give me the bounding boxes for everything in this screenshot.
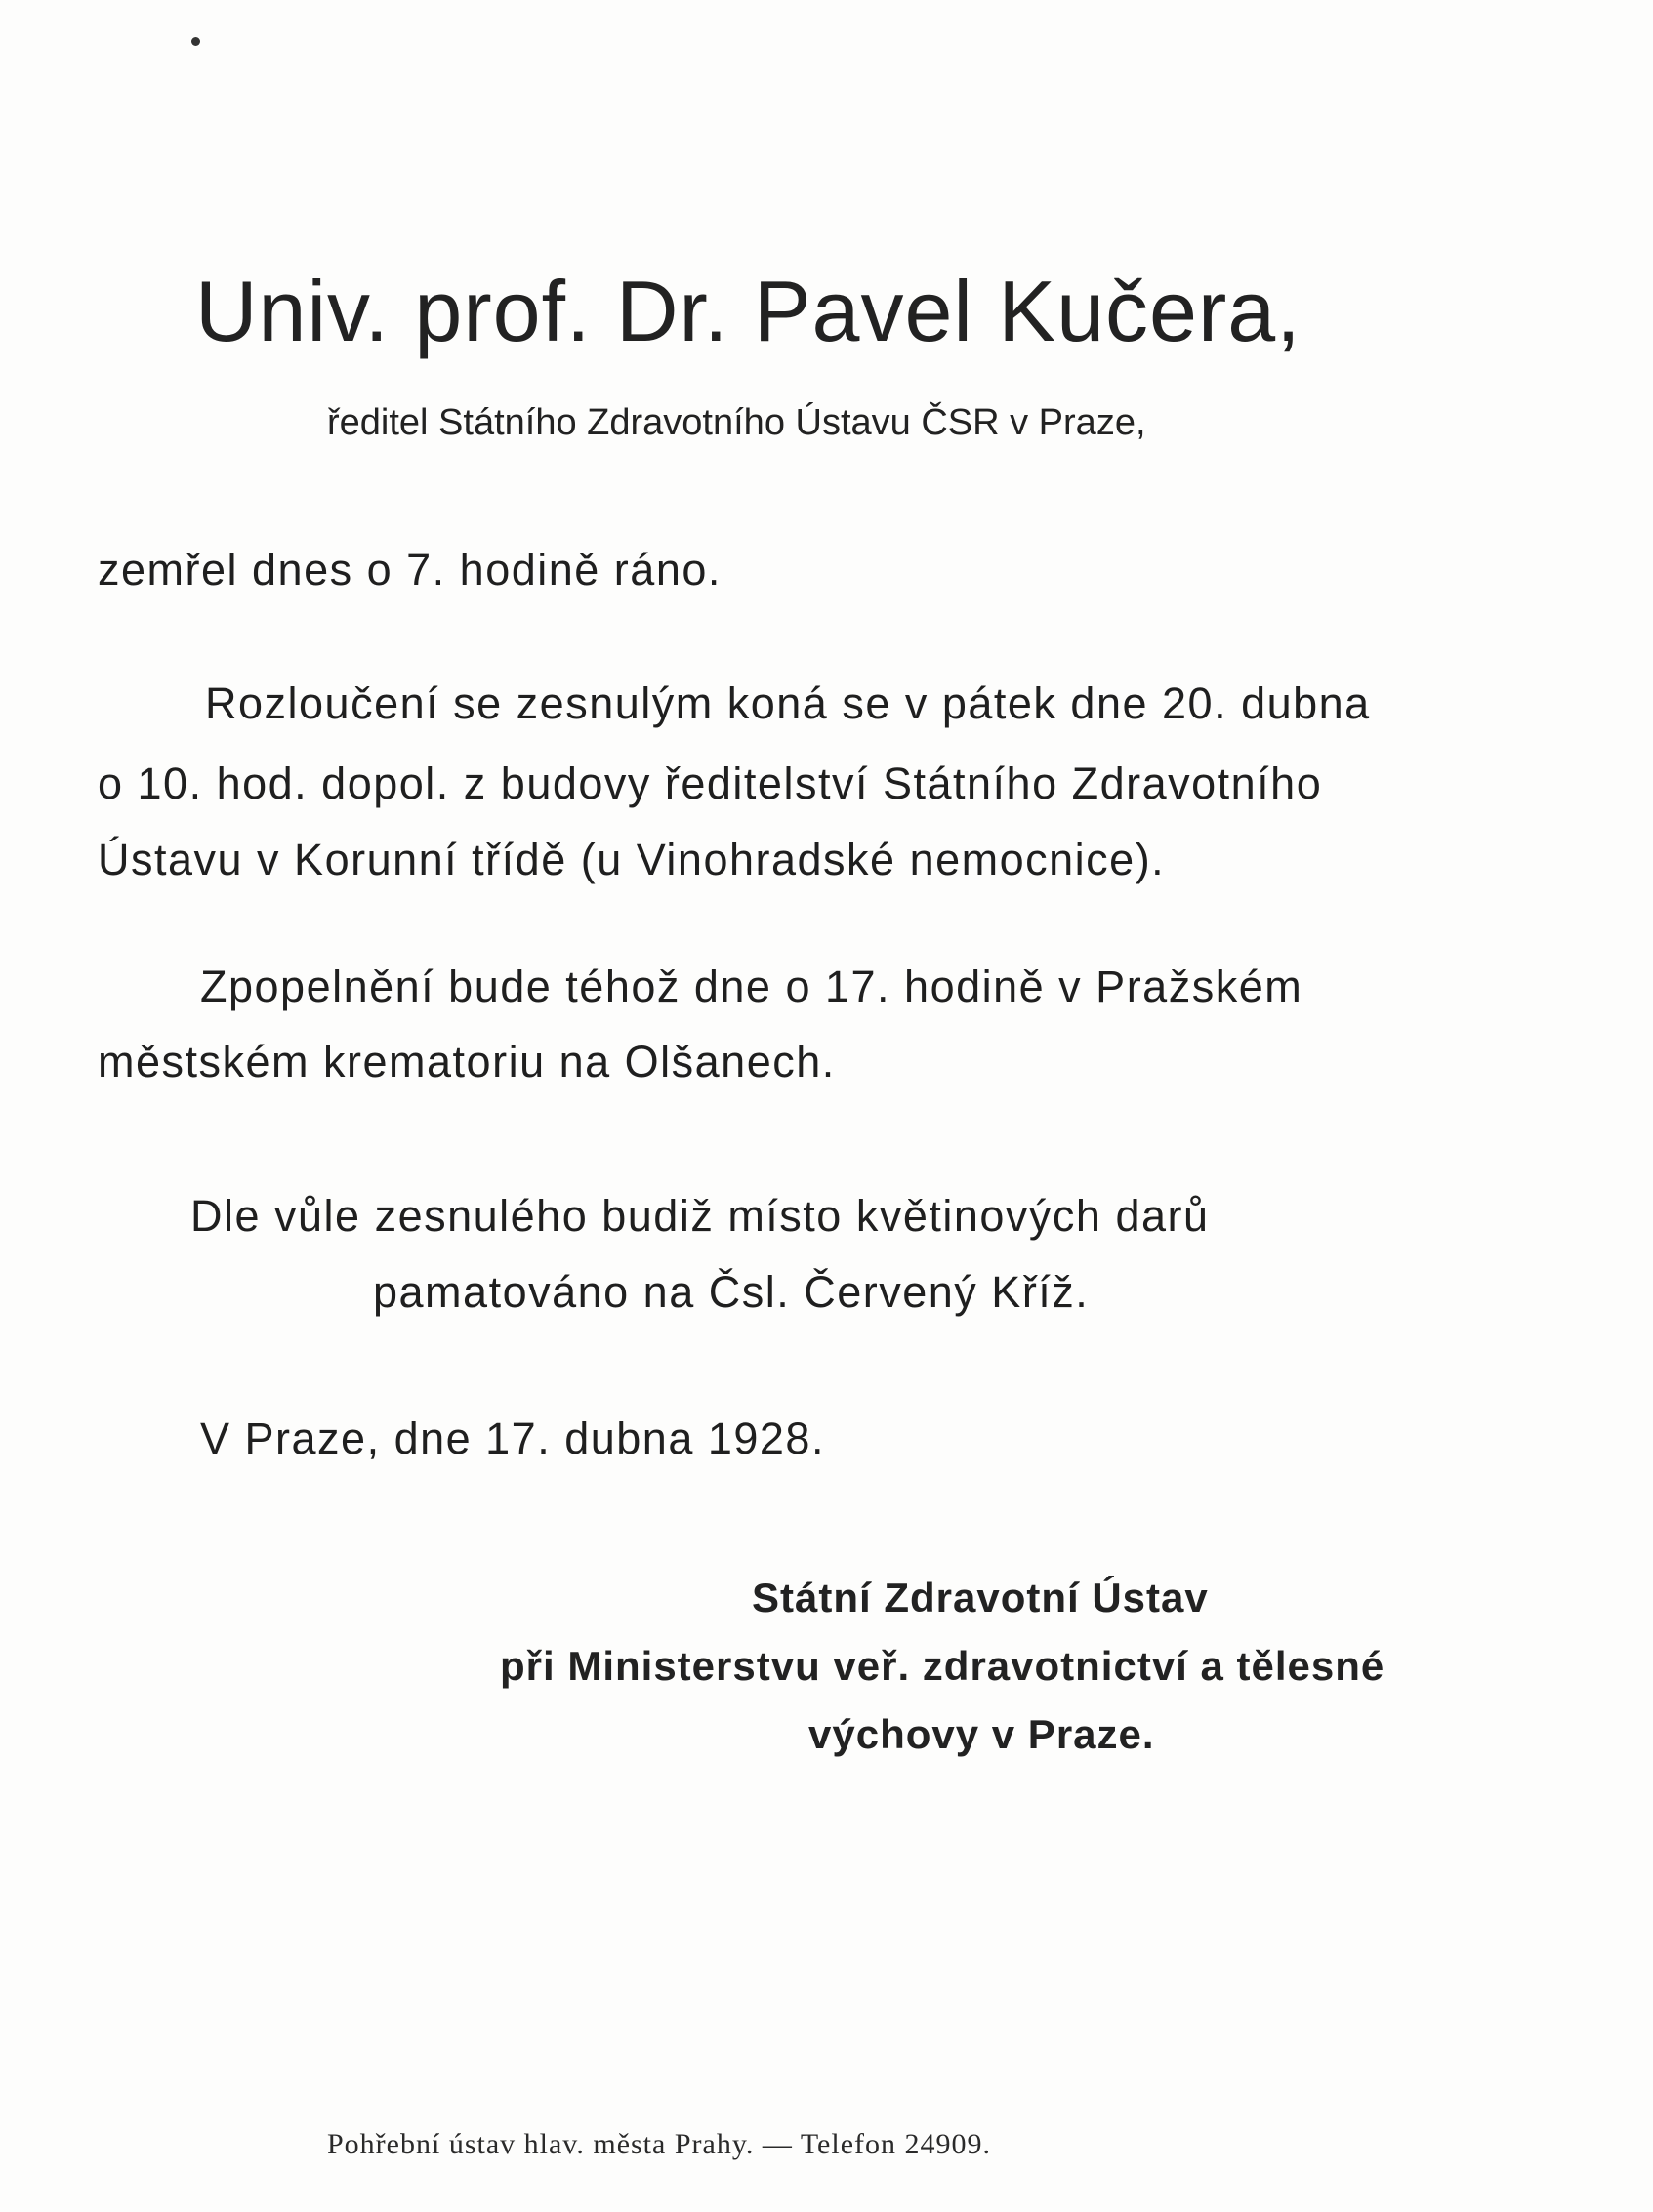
printer-footer: Pohřební ústav hlav. města Prahy. — Telefon 24909. (327, 2128, 992, 2160)
deceased-name: Univ. prof. Dr. Pavel Kučera, (195, 263, 1302, 359)
wish-line-1: Dle vůle zesnulého budiž místo květinových darů (190, 1191, 1210, 1241)
wish-line-2: pamatováno na Čsl. Červený Kříž. (373, 1267, 1090, 1317)
ink-speck (191, 37, 200, 46)
farewell-line-3: Ústavu v Korunní třídě (u Vinohradské nemocnice). (98, 835, 1166, 884)
signature-line-2: při Ministerstvu veř. zdravotnictví a tělesné (500, 1643, 1385, 1689)
cremation-line-2: městském krematoriu na Olšanech. (98, 1037, 836, 1086)
cremation-line-1: Zpopelnění bude téhož dne o 17. hodině v Pražském (200, 962, 1303, 1011)
signature-line-1: Státní Zdravotní Ústav (752, 1575, 1209, 1620)
death-announcement: zemřel dnes o 7. hodině ráno. (98, 545, 722, 594)
farewell-line-1: Rozloučení se zesnulým koná se v pátek dne 20. dubna (205, 678, 1371, 728)
signature-line-3: výchovy v Praze. (808, 1711, 1155, 1757)
deceased-title: ředitel Státního Zdravotního Ústavu ČSR v Praze, (327, 402, 1146, 443)
farewell-line-2: o 10. hod. dopol. z budovy ředitelství Státního Zdravotního (98, 758, 1323, 808)
place-date: V Praze, dne 17. dubna 1928. (200, 1413, 825, 1463)
